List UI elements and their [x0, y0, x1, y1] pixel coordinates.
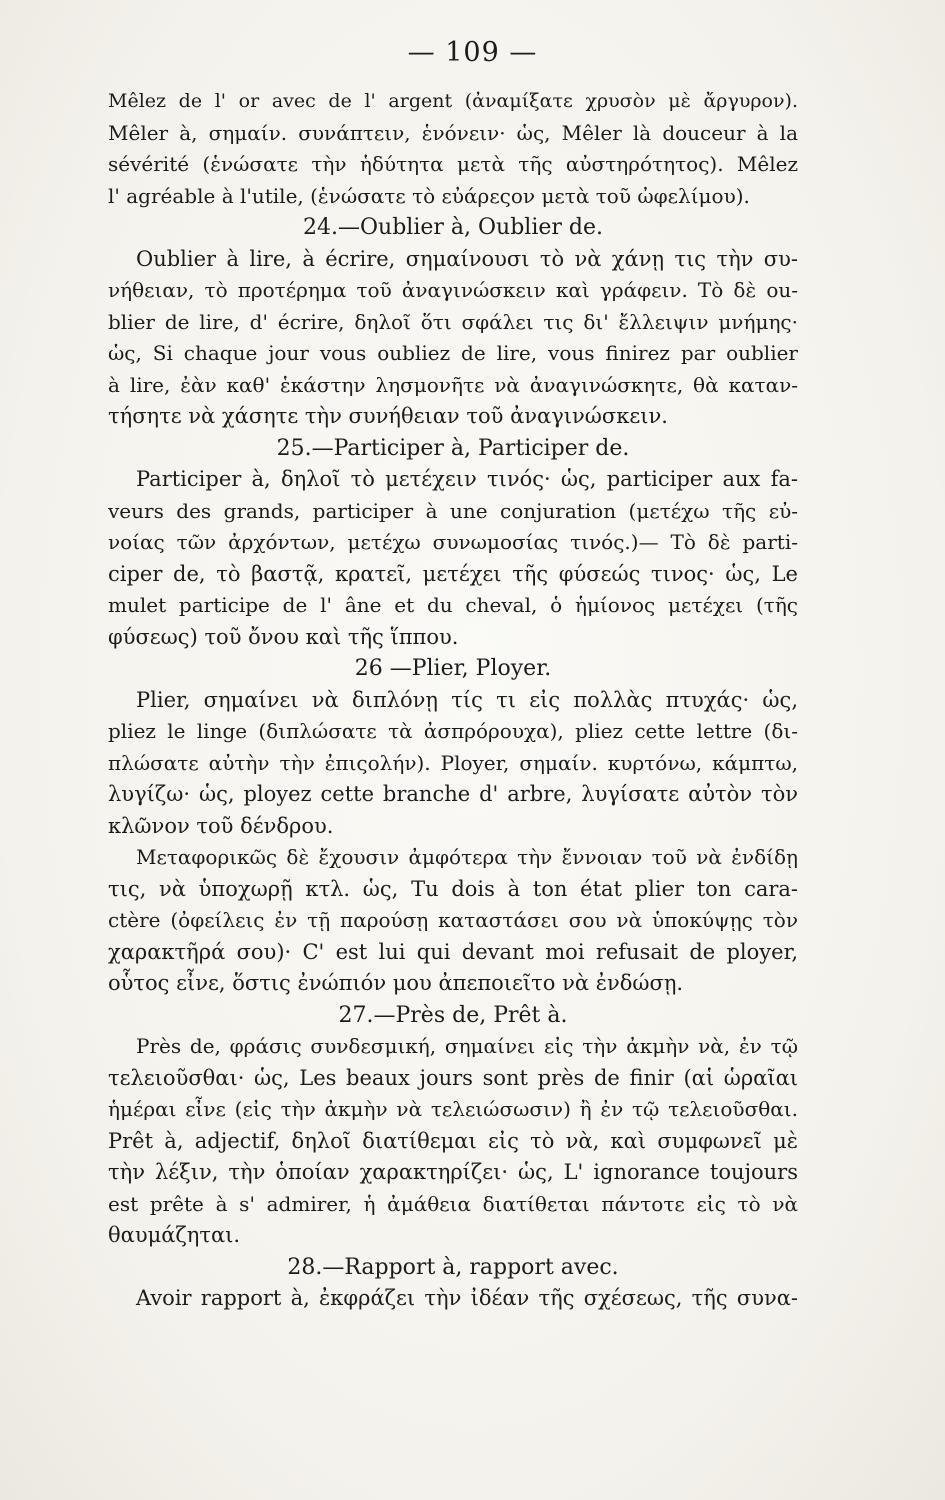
page-number: — 109 —: [407, 37, 538, 68]
text-block: [108, 86, 798, 1315]
text-line: ciper de, τὸ βαστᾷ, κρατεῖ, μετέχει τῆς φύσεώς τινος· ὡς, Le: [108, 561, 798, 586]
text-line: τὴν λέξιν, τὴν ὁποίαν χαρακτηρίζει· ὡς, L' ignorance toujours: [108, 1160, 798, 1184]
text-line: νοίας τῶν ἀρχόντων, μετέχω συνωμοσίας τινός.)— Τὸ δὲ parti-: [108, 530, 798, 554]
text-line: sévérité (ἑνώσατε τὴν ἡδύτητα μετὰ τῆς αὐστηρότητος). Mêlez: [108, 152, 798, 176]
text-line: Près de, φράσις συνδεσμική, σημαίνει εἰς τὴν ἀκμὴν νὰ, ἐν τῷ: [136, 1034, 798, 1058]
text-line: Oublier à lire, à écrire, σημαίνουσι τὸ νὰ χάνῃ τις τὴν συ-: [136, 246, 798, 271]
section-heading: 27.—Près de, Prêt à.: [338, 1002, 568, 1028]
text-line: Prêt à, adjectif, δηλοῖ διατίθεμαι εἰς τὸ νὰ, καὶ συμφωνεῖ μὲ: [108, 1128, 798, 1153]
text-line: Mêlez de l' or avec de l' argent (ἀναμίξατε χρυσὸν μὲ ἄργυρον).: [108, 90, 798, 112]
section-heading: 26 —Plier, Ployer.: [354, 656, 552, 681]
text-line: φύσεως) τοῦ ὄνου καὶ τῆς ἵππου.: [108, 624, 459, 649]
text-line: ctère (ὀφείλεις ἐν τῇ παρούσῃ καταστάσει σου νὰ ὑποκύψῃς τὸν: [108, 908, 798, 932]
text-line: l' agréable à l'utile, (ἑνώσατε τὸ εὐάρεςον μετὰ τοῦ ὠφελίμου).: [108, 183, 750, 208]
text-line: κλῶνον τοῦ δένδρου.: [108, 813, 334, 838]
text-line: νήθειαν, τὸ προτέρημα τοῦ ἀναγινώσκειν καὶ γράφειν. Τὸ δὲ ou-: [108, 278, 798, 302]
text-line: πλώσατε αὐτὴν τὴν ἐπιςολήν). Ployer, σημαίν. κυρτόνω, κάμπτω,: [108, 750, 798, 775]
section-heading: 28.—Rapport à, rapport avec.: [287, 1254, 619, 1280]
text-line: οὗτος εἶνε, ὅστις ἐνώπιόν μου ἀπεποιεῖτο νὰ ἐνδώσῃ.: [108, 971, 684, 995]
text-line: Avoir rapport à, ἐκφράζει τὴν ἰδέαν τῆς σχέσεως, τῆς συνα-: [136, 1286, 798, 1310]
text-line: veurs des grands, participer à une conjuration (μετέχω τῆς εὐ-: [108, 498, 798, 523]
text-line: Mêler à, σημαίν. συνάπτειν, ἑνόνειν· ὡς, Mêler là douceur à la: [108, 120, 798, 145]
text-line: blier de lire, d' écrire, δηλοῖ ὅτι σφάλει τις δι' ἔλλειψιν μνήμης·: [108, 309, 798, 334]
text-line: pliez le linge (διπλώσατε τὰ ἀσπρόρουχα), pliez cette lettre (δι-: [108, 719, 798, 743]
text-line: θαυμάζηται.: [108, 1223, 241, 1247]
text-line: Participer à, δηλοῖ τὸ μετέχειν τινός· ὡς, participer aux fa-: [136, 467, 798, 491]
text-line: λυγίζω· ὡς, ployez cette branche d' arbre, λυγίσατε αὐτὸν τὸν: [108, 782, 798, 806]
text-line: à lire, ἐὰν καθ' ἑκάστην λησμονῆτε νὰ ἀναγινώσκητε, θὰ καταν-: [108, 372, 798, 397]
text-line: Μεταφορικῶς δὲ ἔχουσιν ἀμφότερα τὴν ἔννοιαν τοῦ νὰ ἐνδίδῃ: [136, 845, 798, 869]
section-heading: 24.—Oublier à, Oublier de.: [303, 215, 603, 240]
text-line: χαρακτῆρά σου)· C' est lui qui devant moi refusait de ployer,: [108, 939, 798, 964]
text-line: τήσητε νὰ χάσητε τὴν συνήθειαν τοῦ ἀναγινώσκειν.: [108, 404, 668, 428]
text-line: mulet participe de l' âne et du cheval, ὁ ἡμίονος μετέχει (τῆς: [108, 593, 798, 617]
section-heading: 25.—Participer à, Participer de.: [276, 435, 630, 461]
text-line: ὡς, Si chaque jour vous oubliez de lire, vous finirez par oublier: [108, 341, 798, 365]
text-line: ἡμέραι εἶνε (εἰς τὴν ἀκμὴν νὰ τελειώσωσιν) ἢ ἐν τῷ τελειοῦσθαι.: [108, 1097, 798, 1121]
text-line: τις, νὰ ὑποχωρῇ κτλ. ὡς, Tu dois à ton état plier ton cara-: [108, 876, 798, 901]
text-line: τελειοῦσθαι· ὡς, Les beaux jours sont près de finir (αἱ ὡραῖαι: [108, 1065, 798, 1090]
text-line: Plier, σημαίνει νὰ διπλόνῃ τίς τι εἰς πολλὰς πτυχάς· ὡς,: [136, 687, 798, 712]
text-line: est prête à s' admirer, ἡ ἀμάθεια διατίθεται πάντοτε εἰς τὸ νὰ: [108, 1191, 798, 1216]
